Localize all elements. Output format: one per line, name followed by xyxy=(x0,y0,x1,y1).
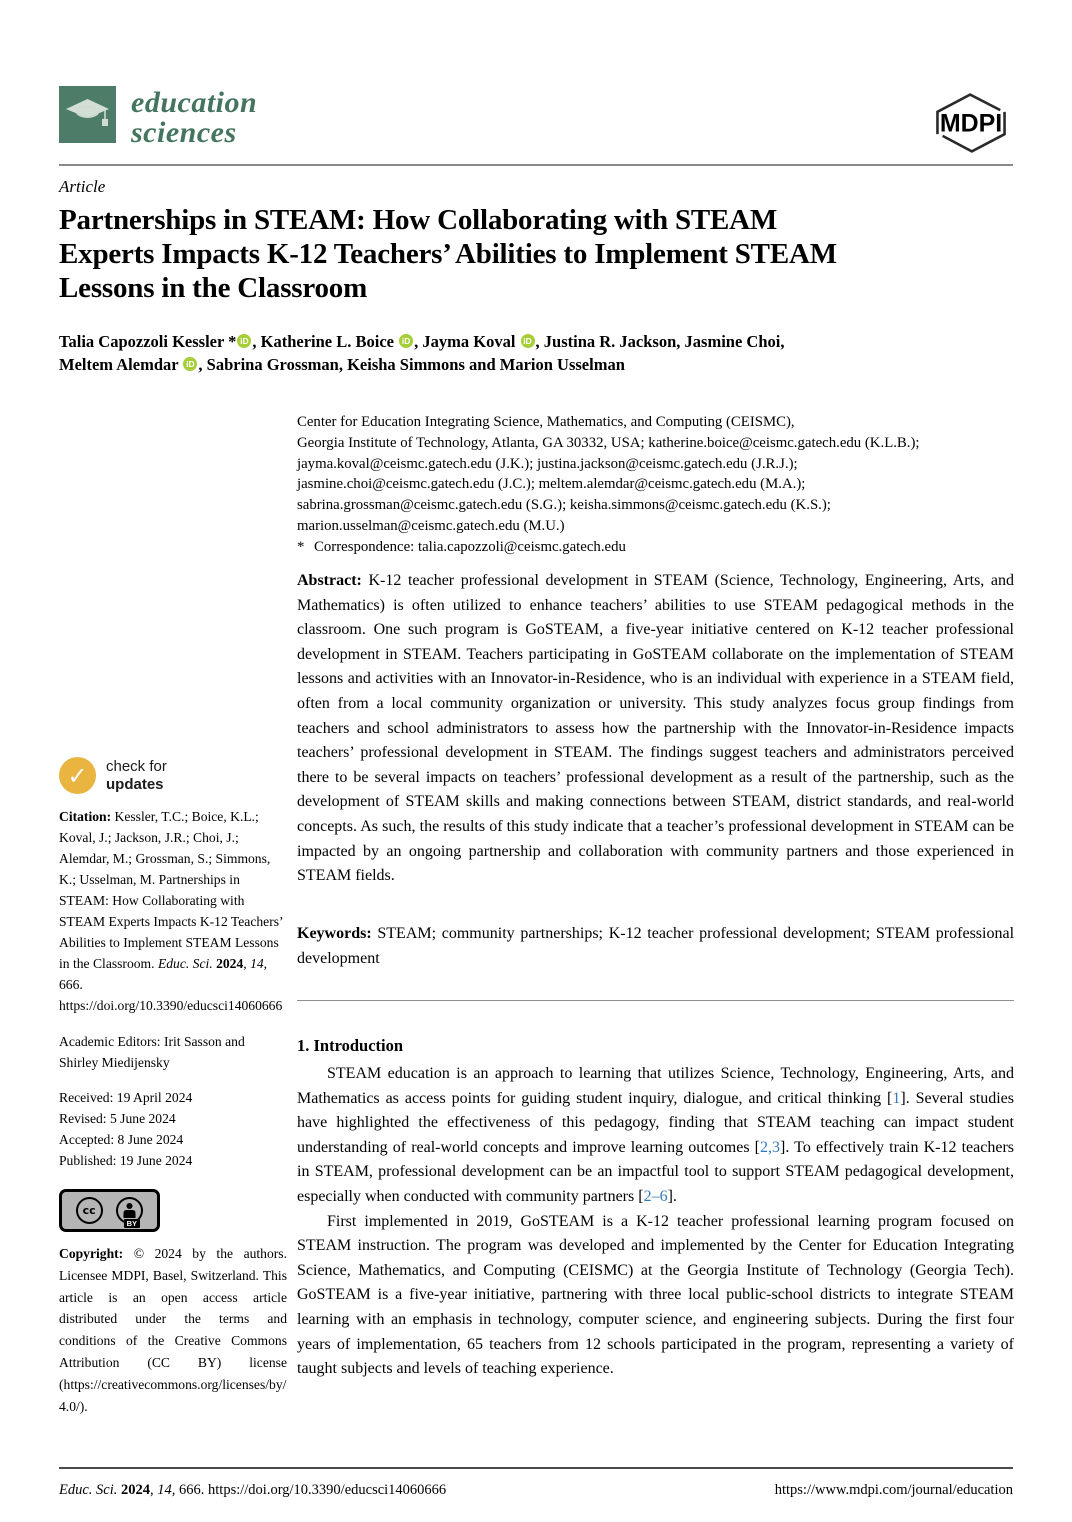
citation-label: Citation: xyxy=(59,809,112,824)
check-for-updates-badge[interactable] xyxy=(59,757,167,794)
orcid-icon[interactable]: iD xyxy=(183,357,197,371)
date-accepted: Accepted: 8 June 2024 xyxy=(59,1132,184,1147)
cc-by-license-badge[interactable] xyxy=(59,1189,160,1232)
affiliation-line: Georgia Institute of Technology, Atlanta, GA 30332, USA; katherine.boice@ceismc.gatech.edu (K.L.B.); xyxy=(297,434,920,451)
keywords-text: STEAM; community partnerships; K-12 teacher professional development; STEAM professional development xyxy=(297,925,1015,967)
keywords-divider xyxy=(297,1000,1014,1001)
page-footer xyxy=(59,1482,1013,1499)
footer-journal-url[interactable]: https://www.mdpi.com/journal/education xyxy=(774,1482,1013,1498)
intro-paragraph-2: First implemented in 2019, GoSTEAM is a K-12 teacher professional learning program focused on STEAM instruction. The program was developed and implemented by the Center for Education Integrating Science, Mathematics, and Computing (CEISMC) at the Georgia Institute of Technology (Georgia Tech). GoSTEAM is a five-year initiative, partnering with three local public-school districts to integrate STEAM learning with an emphasis in technology, computer science, and engineering subjects. During the first four years of implementation, 65 teachers from 12 schools participated in the program, representing a variety of taught subjects and levels of teaching experience. xyxy=(297,1212,1014,1378)
abstract-text: K-12 teacher professional development in STEAM (Science, Technology, Engineering, Arts, and Mathematics) is often utilized to enhance teachers’ abilities to use STEAM pedagogical methods in the classroom. One such program is GoSTEAM, a five-year initiative centered on K-12 teacher professional development in STEAM. Teachers participating in GoSTEAM collaborate on the implementation of STEAM lessons and activities with an Innovator-in-Residence, who is an individual with experience in a STEAM field, often from a local community organization or university. This study analyzes focus group findings from teachers and school administrators to assess how the partnership with the Innovator-in-Residence impacts teachers’ professional development in STEAM. The findings suggest teachers and administrators perceived there to be several impacts on teachers’ professional development as a result of the partnership, such as the development of STEAM skills and making connections between STEAM, district standards, and real-world concepts. As such, the results of this study indicate that a teacher’s professional development in STEAM can be impacted by an ongoing partnership and collaboration with community partners and those experienced in STEAM fields. xyxy=(297,572,1014,885)
title-line: Lessons in the Classroom xyxy=(59,272,368,304)
journal-name: education sciences xyxy=(131,86,258,149)
footer-divider xyxy=(59,1467,1013,1469)
affiliation-line: sabrina.grossman@ceismc.gatech.edu (S.G.); keisha.simmons@ceismc.gatech.edu (K.S.); xyxy=(297,497,831,514)
journal-logo xyxy=(59,86,257,148)
citation-body: Kessler, T.C.; Boice, K.L.; Koval, J.; Jackson, J.R.; Choi, J.; Alemdar, M.; Grossman, S.; Simmons, K.; Usselman, M. Partnerships in STEAM: How Collaborating with STEAM Experts Impacts K-12 Teachers’ Abilities to Implement STEAM Lessons in the Classroom. xyxy=(59,809,283,971)
cc-icon: cc xyxy=(76,1197,103,1224)
editors-label: Academic Editors: xyxy=(59,1034,161,1049)
reference-link[interactable]: 2,3 xyxy=(760,1138,781,1156)
citation-block: Citation: Kessler, T.C.; Boice, K.L.; Koval, J.; Jackson, J.R.; Choi, J.; Alemdar, M.; Grossman, S.; Simmons, K.; Usselman, M. Partnerships in STEAM: How Collaborating with STEAM Experts Impacts K-12 Teachers’ Abilities to Implement STEAM Lessons in the Classroom. Educ. Sci. 2024, 14, 666. https://doi.org/10.3390/educsci14060666 xyxy=(59,809,283,1013)
academic-editors-block xyxy=(59,1031,287,1073)
by-label: BY xyxy=(124,1219,140,1228)
affiliation-line: Center for Education Integrating Science, Mathematics, and Computing (CEISMC), xyxy=(297,414,795,430)
graduation-cap-icon xyxy=(59,86,116,143)
date-received: Received: 19 April 2024 xyxy=(59,1090,193,1105)
check-badge-line1: check for xyxy=(106,758,167,775)
correspondence-line xyxy=(297,537,1021,558)
correspondence-marker: * xyxy=(297,538,305,555)
citation-doi[interactable]: , 666. https://doi.org/10.3390/educsci14060666 xyxy=(59,956,283,1013)
mdpi-logo xyxy=(928,86,1014,160)
header-divider xyxy=(59,164,1013,166)
author-list xyxy=(59,330,989,376)
history-dates-block xyxy=(59,1087,287,1171)
introduction-body xyxy=(297,1062,1014,1382)
date-published: Published: 19 June 2024 xyxy=(59,1153,193,1168)
checkmark-icon[interactable]: ✓ xyxy=(59,757,96,794)
correspondence-text[interactable]: Correspondence: talia.capozzoli@ceismc.gatech.edu xyxy=(314,538,626,555)
author-line-2: Meltem Alemdar iD , Sabrina Grossman, Keisha Simmons and Marion Usselman xyxy=(59,355,625,374)
footer-doi[interactable]: , 666. https://doi.org/10.3390/educsci14060666 xyxy=(171,1482,447,1498)
article-type-label: Article xyxy=(59,177,106,196)
affiliation-line: jayma.koval@ceismc.gatech.edu (J.K.); justina.jackson@ceismc.gatech.edu (J.R.J.); xyxy=(297,455,798,472)
check-badge-line2: updates xyxy=(106,775,164,793)
orcid-icon[interactable]: iD xyxy=(237,334,251,348)
author-line-1: Talia Capozzoli Kessler * iD , Katherine L. Boice iD , Jayma Koval iD , Justina R. Jackson, Jasmine Choi, xyxy=(59,332,785,351)
abstract-label: Abstract: xyxy=(297,572,362,589)
keywords xyxy=(297,922,1014,971)
editors-names: Irit Sasson and Shirley Miedijensky xyxy=(59,1034,245,1070)
orcid-icon[interactable]: iD xyxy=(521,334,535,348)
education-sciences-logo-icon xyxy=(59,86,116,143)
copyright-text: © 2024 by the authors. Licensee MDPI, Basel, Switzerland. This article is an open access article distributed under the terms and conditions of the Creative Commons Attribution (CC BY) license (https://creativecommons.org/licenses/by/4.0/). xyxy=(59,1246,287,1414)
affiliation-line: jasmine.choi@ceismc.gatech.edu (J.C.); meltem.alemdar@ceismc.gatech.edu (M.A.); xyxy=(297,476,806,493)
date-revised: Revised: 5 June 2024 xyxy=(59,1111,176,1126)
page-title xyxy=(59,203,1019,305)
keywords-label: Keywords: xyxy=(297,925,372,942)
svg-text:MDPI: MDPI xyxy=(939,109,1003,138)
reference-link[interactable]: 1 xyxy=(892,1089,901,1107)
copyright-label: Copyright: xyxy=(59,1246,124,1261)
affiliation-block xyxy=(297,412,1021,558)
affiliation-line: marion.usselman@ceismc.gatech.edu (M.U.) xyxy=(297,517,565,534)
abstract xyxy=(297,569,1014,889)
mdpi-hexagon-icon xyxy=(928,86,1014,160)
title-line: Experts Impacts K-12 Teachers’ Abilities to Implement STEAM xyxy=(59,238,837,270)
section-heading-introduction: 1. Introduction xyxy=(297,1036,404,1055)
reference-link[interactable]: 2–6 xyxy=(643,1187,668,1205)
footer-citation: Educ. Sci. 2024, 14, 666. https://doi.org/10.3390/educsci14060666 xyxy=(59,1482,447,1498)
orcid-icon[interactable]: iD xyxy=(399,334,413,348)
copyright-block xyxy=(59,1243,287,1417)
intro-paragraph-1: STEAM education is an approach to learning that utilizes Science, Technology, Engineering, Arts, and Mathematics as access points for guiding student inquiry, dialogue, and critical thinking [1]. Several studies have highlighted the effectiveness of this pedagogy, finding that STEAM teaching can impact student understanding of real-world concepts and improve learning outcomes [2,3]. To effectively train K-12 teachers in STEAM, professional development can be an impactful tool to support STEAM pedagogical development, especially when conducted with community partners [2–6]. xyxy=(297,1065,1015,1205)
title-line: Partnerships in STEAM: How Collaborating with STEAM xyxy=(59,204,778,236)
